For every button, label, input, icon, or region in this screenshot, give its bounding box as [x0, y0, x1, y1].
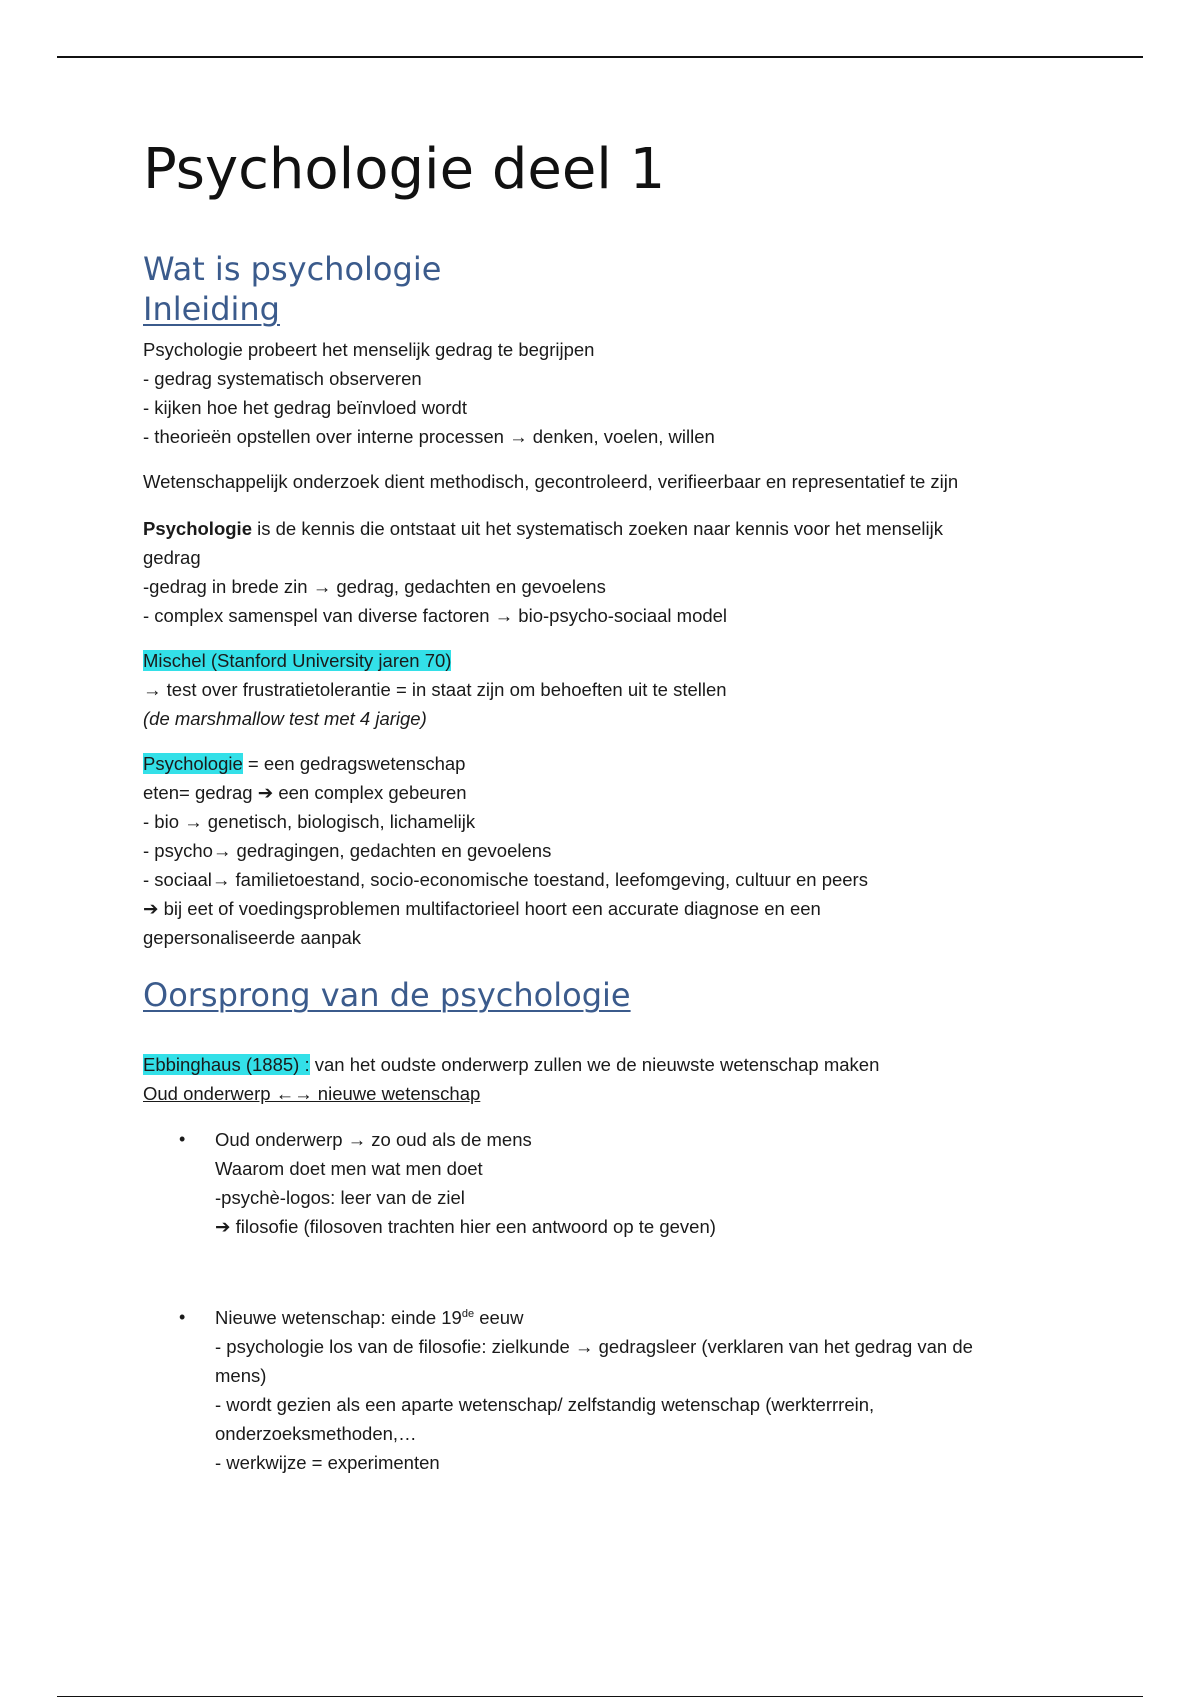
wetenschap-paragraph	[143, 467, 1063, 496]
ebbinghaus-highlight: Ebbinghaus (1885) :	[143, 1054, 310, 1075]
heading-oorsprong: Oorsprong van de psychologie	[143, 976, 631, 1014]
intro-line: - kijken hoe het gedrag beïnvloed wordt	[143, 397, 467, 418]
bullet-line: Waarom doet men wat men doet	[215, 1158, 483, 1179]
gedragswetenschap-line	[143, 749, 1063, 778]
bullet-head-sup: de	[461, 1307, 475, 1320]
bullet-line: onderzoeksmethoden,…	[215, 1423, 417, 1444]
mischel-heading-line	[143, 646, 1063, 675]
intro-paragraph	[143, 335, 1063, 451]
bullet-line: - psychologie los van de filosofie: zielkunde → gedragsleer (verklaren van het gedrag van de	[215, 1336, 973, 1357]
gedrag-line: - psycho→ gedragingen, gedachten en gevoelens	[143, 840, 552, 861]
definition-term: Psychologie	[143, 518, 252, 539]
bullet-icon: •	[179, 1129, 186, 1149]
gedrag-line: - sociaal→ familietoestand, socio-economische toestand, leefomgeving, cultuur en peers	[143, 869, 868, 890]
heading-wat-is-psychologie: Wat is psychologie	[143, 250, 442, 288]
ebbinghaus-underline: Oud onderwerp ←→ nieuwe wetenschap	[143, 1083, 481, 1104]
bullet-icon: •	[179, 1307, 186, 1327]
bullet-line: mens)	[215, 1365, 267, 1386]
psychologie-highlight: Psychologie	[143, 753, 243, 774]
mischel-paragraph	[143, 646, 1063, 733]
bullet-line: - werkwijze = experimenten	[215, 1452, 440, 1473]
gedrag-line: - bio → genetisch, biologisch, lichamelijk	[143, 811, 476, 832]
gedrag-line: eten= gedrag ➔ een complex gebeuren	[143, 782, 467, 803]
bullet-list-1	[143, 1125, 1063, 1241]
intro-line: - gedrag systematisch observeren	[143, 368, 422, 389]
bullet-list-2	[143, 1303, 1063, 1477]
intro-line: Psychologie probeert het menselijk gedrag te begrijpen	[143, 339, 595, 360]
wetenschap-line: Wetenschappelijk onderzoek dient methodisch, gecontroleerd, verifieerbaar en representatief te zijn	[143, 471, 959, 492]
bullet-line: Oud onderwerp → zo oud als de mens	[215, 1129, 532, 1150]
definition-text: is de kennis die ontstaat uit het systematisch zoeken naar kennis voor het menselijk	[251, 518, 944, 539]
bullet-head-text: Nieuwe wetenschap: einde 19	[215, 1307, 462, 1328]
definition-point: -gedrag in brede zin → gedrag, gedachten en gevoelens	[143, 576, 606, 597]
ebbinghaus-line	[143, 1050, 1063, 1079]
ebbinghaus-paragraph	[143, 1050, 1063, 1108]
heading-inleiding: Inleiding	[143, 290, 280, 328]
definition-point: - complex samenspel van diverse factoren → bio-psycho-sociaal model	[143, 605, 728, 626]
ebbinghaus-text: van het oudste onderwerp zullen we de nieuwste wetenschap maken	[309, 1054, 880, 1075]
bullet-line: - wordt gezien als een aparte wetenschap/ zelfstandig wetenschap (werkterrrein,	[215, 1394, 875, 1415]
mischel-italic-note: (de marshmallow test met 4 jarige)	[143, 708, 427, 729]
bullet-head-line	[215, 1303, 1063, 1332]
list-item	[143, 1303, 1063, 1477]
header-rule	[57, 56, 1143, 58]
bullet-line: ➔ filosofie (filosoven trachten hier een antwoord op te geven)	[215, 1216, 716, 1237]
document-title: Psychologie deel 1	[143, 137, 666, 202]
definition-continuation: gedrag	[143, 547, 201, 568]
mischel-highlight: Mischel (Stanford University jaren 70)	[143, 650, 452, 671]
definition-line	[143, 514, 1063, 543]
gedragswetenschap-paragraph	[143, 749, 1063, 952]
bullet-line: -psychè-logos: leer van de ziel	[215, 1187, 465, 1208]
gedragswetenschap-text: = een gedragswetenschap	[242, 753, 466, 774]
definition-paragraph	[143, 514, 1063, 630]
bullet-head-tail: eeuw	[474, 1307, 524, 1328]
mischel-line: → test over frustratietolerantie = in staat zijn om behoeften uit te stellen	[143, 679, 727, 700]
gedrag-line: ➔ bij eet of voedingsproblemen multifactorieel hoort een accurate diagnose en een	[143, 898, 821, 919]
gedrag-line: gepersonaliseerde aanpak	[143, 927, 362, 948]
intro-line: - theorieën opstellen over interne processen → denken, voelen, willen	[143, 426, 715, 447]
footer-rule	[57, 1696, 1143, 1697]
list-item	[143, 1125, 1063, 1241]
